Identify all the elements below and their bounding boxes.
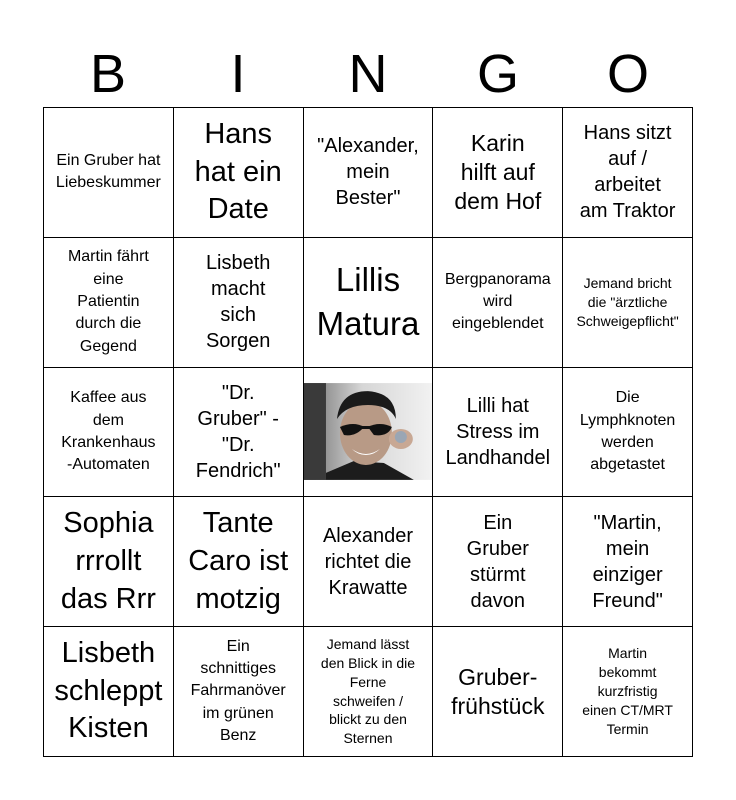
bingo-cell[interactable]	[433, 238, 563, 368]
cell-text: Lillis Matura	[316, 260, 420, 343]
free-space-cell[interactable]	[304, 368, 434, 498]
cell-text: "Alexander, mein Bester"	[317, 135, 419, 210]
bingo-cell[interactable]	[304, 238, 434, 368]
cell-text: Lisbeth schleppt Kisten	[54, 637, 163, 745]
title-letter-i: I	[230, 44, 246, 104]
cell-text: Ein Gruber hat Liebeskummer	[55, 152, 161, 192]
bingo-cell[interactable]	[44, 497, 174, 627]
bingo-cell[interactable]	[433, 108, 563, 238]
cell-text: Kaffee aus dem Krankenhaus -Automaten	[61, 389, 156, 474]
cell-text: Bergpanorama wird eingeblendet	[444, 270, 551, 333]
bingo-cell[interactable]	[174, 108, 304, 238]
cell-text: Martin bekommt kurzfristig einen CT/MRT Termin	[582, 645, 673, 737]
cell-text: Gruber- frühstück	[451, 663, 545, 719]
cell-text: Lilli hat Stress im Landhandel	[445, 394, 551, 469]
bingo-cell[interactable]	[174, 238, 304, 368]
bingo-cell[interactable]	[304, 627, 434, 757]
cell-text: Hans sitzt auf / arbeitet am Traktor	[579, 122, 676, 223]
bingo-cell[interactable]	[304, 497, 434, 627]
bingo-cell[interactable]	[433, 497, 563, 627]
cell-text: "Martin, mein einziger Freund"	[592, 511, 663, 612]
bingo-grid	[43, 107, 693, 757]
bingo-cell[interactable]	[44, 108, 174, 238]
bingo-cell[interactable]	[563, 368, 693, 498]
cell-text: Lisbeth macht sich Sorgen	[205, 252, 271, 353]
title-letter-b: B	[89, 44, 127, 104]
bingo-cell[interactable]	[174, 627, 304, 757]
bingo-cell[interactable]	[563, 108, 693, 238]
bingo-title	[43, 40, 693, 108]
bingo-cell[interactable]	[44, 238, 174, 368]
cell-text: Martin fährt eine Patientin durch die Gegend	[67, 248, 149, 355]
bingo-cell[interactable]	[174, 368, 304, 498]
photo-man-sunglasses-icon	[304, 383, 433, 480]
cell-text: Karin hilft auf dem Hof	[454, 130, 542, 214]
bingo-cell[interactable]	[563, 238, 693, 368]
cell-text: Jemand lässt den Blick in die Ferne schweifen / blickt zu den Sternen	[320, 635, 416, 747]
bingo-cell[interactable]	[563, 497, 693, 627]
cell-text: Alexander richtet die Krawatte	[322, 524, 414, 599]
cell-text: Jemand bricht die "ärztliche Schweigepflicht"	[576, 274, 679, 329]
bingo-cell[interactable]	[174, 497, 304, 627]
cell-text: Sophia rrrollt das Rrr	[60, 507, 156, 615]
title-letter-o: O	[606, 44, 649, 104]
title-letter-n: N	[348, 44, 388, 104]
bingo-cell[interactable]	[433, 368, 563, 498]
cell-text: Die Lymphknoten werden abgetastet	[579, 389, 676, 474]
title-letter-g: G	[476, 44, 519, 104]
cell-text: Hans hat ein Date	[194, 117, 282, 226]
cell-text: Ein schnittiges Fahrmanöver im grünen Benz	[190, 637, 286, 745]
bingo-cell[interactable]	[433, 627, 563, 757]
bingo-cell[interactable]	[563, 627, 693, 757]
cell-text: Tante Caro ist motzig	[188, 507, 289, 615]
bingo-cell[interactable]	[44, 368, 174, 498]
bingo-cell[interactable]	[44, 627, 174, 757]
bingo-cell[interactable]	[304, 108, 434, 238]
cell-text: Ein Gruber stürmt davon	[466, 511, 529, 612]
cell-text: "Dr. Gruber" - "Dr. Fendrich"	[195, 381, 281, 482]
